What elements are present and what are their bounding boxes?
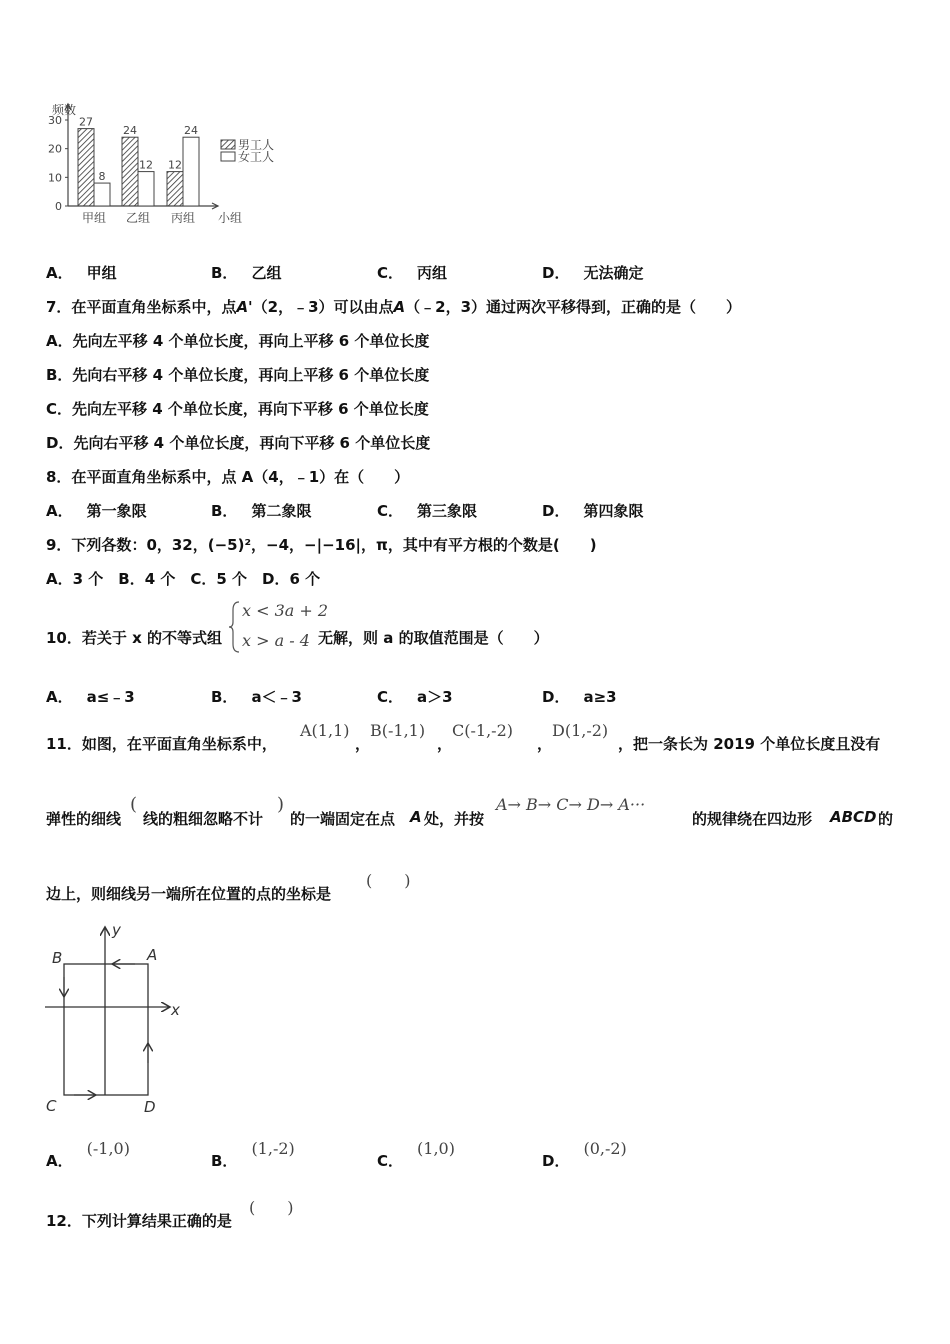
- label-y: y: [112, 921, 121, 939]
- q11-option-key: D．: [542, 1152, 570, 1170]
- y-tick-label: 0: [55, 200, 62, 213]
- q10-option-key: C．: [377, 688, 404, 706]
- q6-option-key: D．: [542, 264, 570, 282]
- bar-male: [122, 137, 138, 206]
- q7-option-d: D．先向右平移 4 个单位长度，再向下平移 6 个单位长度: [46, 434, 431, 452]
- y-tick-label: 20: [48, 142, 62, 156]
- category-label: 乙组: [125, 211, 151, 225]
- label-b: B: [52, 949, 63, 967]
- q8-option-key: A．: [46, 502, 73, 520]
- quadrilateral-abcd: [64, 964, 148, 1095]
- q10-stem-a: 10．若关于 x 的不等式组: [46, 629, 222, 647]
- q6-option-value: 丙组: [417, 264, 448, 282]
- q6-option-value: 无法确定: [583, 264, 644, 282]
- q6-option-key: C．: [377, 264, 404, 282]
- q11-line2-e: 处，并按: [424, 810, 485, 828]
- q9-options: A．3 个 B．4 个 C．5 个 D．6 个: [46, 570, 321, 588]
- q7-point-a-prime: A': [236, 298, 253, 316]
- q8-option-value: 第四象限: [583, 502, 644, 520]
- y-tick-label: 30: [48, 114, 62, 127]
- q7-option-a: A．先向左平移 4 个单位长度，再向上平移 6 个单位长度: [46, 332, 430, 350]
- q10-option-value: a≤﹣3: [86, 688, 135, 706]
- q11-option-value: (1,-2): [251, 1139, 295, 1158]
- q6-option-value: 乙组: [251, 264, 282, 282]
- q11-line2-h: 的: [878, 810, 894, 828]
- bar-value-label: 8: [98, 170, 106, 184]
- q11-line3: 边上，则细线另一端所在位置的点的坐标是: [46, 885, 332, 903]
- label-d: D: [144, 1098, 156, 1116]
- q11-line2-f: 的规律绕在四边形: [692, 810, 813, 828]
- q6-option-key: B．: [211, 264, 238, 282]
- q12-stem: 12．下列计算结果正确的是: [46, 1212, 232, 1230]
- category-label: 甲组: [81, 211, 107, 225]
- q6-option-a: [46, 262, 117, 283]
- q7-option-c: C．先向左平移 4 个单位长度，再向下平移 6 个单位长度: [46, 400, 429, 418]
- q11-point-b: B(-1,1): [370, 721, 426, 740]
- q11-point-a: A(1,1): [300, 721, 350, 740]
- q10-option-b: [211, 686, 302, 707]
- q10-option-value: a≥3: [583, 688, 617, 706]
- legend-label: 女工人: [238, 150, 275, 164]
- q8-option-value: 第三象限: [417, 502, 478, 520]
- bar-female: [138, 172, 154, 206]
- bar-female: [94, 183, 110, 206]
- q11-option-key: B．: [211, 1152, 238, 1170]
- bar-chart: [40, 96, 300, 231]
- q6-option-d: [542, 262, 643, 283]
- q11-option-d: [542, 1139, 627, 1171]
- q10-stem-b: 无解，则 a 的取值范围是（ ）: [318, 629, 549, 647]
- legend-swatch: [221, 140, 235, 149]
- q10-option-key: B．: [211, 688, 238, 706]
- q11-paren-close: ): [277, 794, 285, 815]
- q11-blank: ( ): [366, 871, 411, 890]
- q11-point-d: D(1,-2): [552, 721, 609, 740]
- legend-label: 男工人: [238, 138, 275, 152]
- q11-comma-1: ，: [355, 735, 371, 753]
- bar-male: [167, 172, 183, 206]
- q11-line2-a: 弹性的细线: [46, 810, 122, 828]
- label-a: A: [147, 946, 158, 964]
- q7-stem-text-a: 7．在平面直角坐标系中，点: [46, 298, 237, 316]
- bar-male: [78, 129, 94, 206]
- q10-option-key: D．: [542, 688, 570, 706]
- q11-comma-2: ，: [437, 735, 453, 753]
- q11-point-c: C(-1,-2): [452, 721, 513, 740]
- bar-value-label: 12: [139, 158, 153, 172]
- q11-stem-a: 11．如图，在平面直角坐标系中，: [46, 735, 277, 753]
- q8-option-a: [46, 500, 147, 521]
- q11-option-b: [211, 1139, 295, 1171]
- q11-line2-d: A: [410, 808, 422, 826]
- q12-blank: ( ): [249, 1198, 294, 1217]
- label-c: C: [46, 1097, 57, 1115]
- q10-option-key: A．: [46, 688, 73, 706]
- q9-stem: 9．下列各数：0，32，(−5)²，−4，−|−16|，π，其中有平方根的个数是( ): [46, 536, 597, 554]
- q11-path: A→ B→ C→ D→ A···: [496, 795, 646, 814]
- q11-option-value: (-1,0): [86, 1139, 130, 1158]
- q7-stem: [46, 296, 741, 317]
- q8-option-b: [211, 500, 311, 521]
- q11-option-value: (0,-2): [583, 1139, 627, 1158]
- legend-swatch: [221, 152, 235, 161]
- q10-option-c: [377, 686, 453, 707]
- q7-point-a: A: [393, 298, 406, 316]
- q11-line2-b: 线的粗细忽略不计: [143, 810, 264, 828]
- q11-stem-b: ，把一条长为 2019 个单位长度且没有: [618, 735, 881, 753]
- q10-inequality-1: x < 3a + 2: [242, 601, 329, 620]
- q6-option-c: [377, 262, 447, 283]
- q8-option-d: [542, 500, 643, 521]
- q11-comma-3: ，: [537, 735, 553, 753]
- q10-inequality-2: x > a - 4: [242, 631, 310, 650]
- bar-value-label: 24: [184, 124, 198, 138]
- q8-option-key: B．: [211, 502, 238, 520]
- bar-female: [183, 137, 199, 206]
- q8-option-key: C．: [377, 502, 404, 520]
- q10-option-a: [46, 686, 135, 707]
- q11-option-key: A．: [46, 1152, 73, 1170]
- q8-option-value: 第一象限: [86, 502, 147, 520]
- y-tick-label: 10: [48, 171, 62, 185]
- q11-option-a: [46, 1139, 130, 1171]
- q10-option-d: [542, 686, 617, 707]
- y-axis-label: 频数: [52, 103, 77, 117]
- x-axis-label: 小组: [218, 211, 243, 225]
- bar-value-label: 12: [168, 158, 182, 172]
- q10-brace: [228, 600, 242, 654]
- q10-option-value: a＜﹣3: [251, 688, 302, 706]
- q6-option-b: [211, 262, 281, 283]
- bar-value-label: 24: [123, 124, 137, 138]
- q8-option-value: 第二象限: [251, 502, 312, 520]
- q11-option-key: C．: [377, 1152, 404, 1170]
- q7-stem-text-e: （﹣2，3）通过两次平移得到，正确的是（ ）: [405, 298, 742, 316]
- q10-option-value: a＞3: [417, 688, 453, 706]
- q11-option-c: [377, 1139, 455, 1171]
- q11-line2-c: 的一端固定在点: [290, 810, 396, 828]
- q6-option-value: 甲组: [86, 264, 117, 282]
- q11-option-value: (1,0): [417, 1139, 455, 1158]
- bar-value-label: 27: [79, 115, 93, 129]
- q8-option-key: D．: [542, 502, 570, 520]
- category-label: 丙组: [170, 211, 196, 225]
- q8-option-c: [377, 500, 477, 521]
- label-x: x: [171, 1001, 180, 1019]
- q7-stem-text-c: （2，﹣3）可以由点: [252, 298, 394, 316]
- q11-paren-open: (: [130, 794, 138, 815]
- q6-option-key: A．: [46, 264, 73, 282]
- q8-stem: 8．在平面直角坐标系中，点 A（4，﹣1）在（ ）: [46, 468, 410, 486]
- q7-option-b: B．先向右平移 4 个单位长度，再向上平移 6 个单位长度: [46, 366, 430, 384]
- q11-line2-g: ABCD: [830, 808, 877, 826]
- rectangle-figure: [40, 915, 200, 1120]
